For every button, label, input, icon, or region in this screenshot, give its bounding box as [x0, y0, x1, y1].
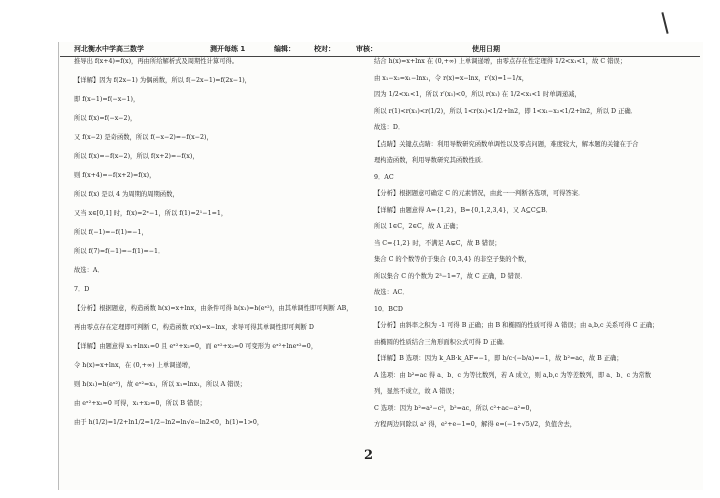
- text-line: 10．BCD: [374, 305, 403, 313]
- text-line: 【详解】B 选项：因为 k_AB·k_AF=−1，即 b/c·(−b/a)=−1，故 b²=ac，故 B 正确；: [374, 355, 623, 362]
- text-line: 理构造函数，利用导数研究其函数性质．: [374, 157, 488, 164]
- text-line: 7．D: [74, 286, 90, 293]
- text-line: 令 h(x)=x+lnx，在 (0,+∞) 上单调递增，: [74, 362, 195, 369]
- text-line: 故选：A．: [74, 267, 104, 274]
- text-line: 当 C={1,2} 时，不满足 A⊊C，故 B 错误；: [374, 239, 501, 247]
- text-line: 又当 x∈[0,1] 时，f(x)=2ˣ−1，所以 f(1)=2¹−1=1，: [74, 210, 228, 217]
- text-line: 所以 f(−1)=−f(1)=−1，: [74, 229, 148, 236]
- text-line: 故选：AC．: [374, 289, 409, 296]
- header-editor: 编辑：: [274, 45, 295, 53]
- text-line: 所以 1∈C，2∈C，故 A 正确；: [374, 223, 462, 230]
- text-line: 【点睛】关键点点睛：利用导数研究函数单调性以及零点问题，难度较大，解本题的关键在于合: [374, 140, 639, 148]
- text-line: 【分析】由斜率之积为 -1 可得 B 正确；由 B 和椭圆的性质可得 A 错误；由 a,b,c 关系可得 C 正确；: [374, 322, 659, 329]
- text-line: 则 f(x+4)=−f(x+2)=f(x)，: [74, 172, 156, 179]
- text-line: 【分析】根据题意可确定 C 的元素情况，由此一一判断各选项，可得答案．: [374, 190, 585, 197]
- text-line: 即 f(x−1)=f(−x−1)，: [74, 96, 140, 103]
- text-line: A 选项：由 b²=ac 得 a、b、c 为等比数列，若 A 成立，则 a,b,c 为等差数列，即 a、b、c 为常数: [374, 371, 652, 379]
- text-line: 由于 h(1/2)=1/2+ln1/2=1/2−ln2=ln√e−ln2<0，h(1)=1>0，: [74, 419, 264, 426]
- text-line: 推导出 f(x+4)=f(x)，再由所给解析式及周期性计算可得。: [74, 58, 239, 65]
- text-line: 所以 r(1)<r(x₁)<r(1/2)，所以 1<r(x₁)<1/2+ln2，即 1<x₁−x₂<1/2+ln2，所以 D 正确．: [374, 107, 637, 115]
- text-line: 由 eˣ²+x₂=0 可得，x₁+x₂=0，所以 B 错误；: [74, 400, 206, 407]
- text-line: 所以集合 C 的个数为 2³−1=7，故 C 正确，D 错误．: [374, 272, 527, 280]
- text-line: 【分析】根据题意，构造函数 h(x)=x+lnx，由条件可得 h(x₁)=h(eˣ²)，由其单调性即可判断 AB，: [74, 305, 353, 312]
- text-line: 由 x₁−x₂=x₁−lnx₁，令 r(x)=x−lnx，r′(x)=1−1/x，: [374, 74, 529, 82]
- text-line: 则 h(x₁)=h(eˣ²)，故 eˣ²=x₁，所以 x₁=lnx₁，所以 A 错误；: [74, 381, 247, 388]
- text-line: 故选：D．: [374, 124, 405, 131]
- header-approver: 审核：: [356, 45, 377, 53]
- text-line: 结合 h(x)=x+lnx 在 (0,+∞) 上单调递增，由零点存在性定理得 1/2<x₁<1，故 C 错误；: [374, 58, 627, 65]
- text-line: 由椭圆的性质结合三角形面积公式可得 D 正确．: [374, 338, 509, 346]
- text-line: 所以 f(7)=f(−1)=−f(1)=−1．: [74, 248, 165, 255]
- header-date: 使用日期: [472, 45, 500, 53]
- text-line: 方程两边同除以 a² 得，e²+e−1=0，解得 e=(−1+√5)/2，负值舍去，: [374, 421, 577, 428]
- text-line: 【详解】因为 f(2x−1) 为偶函数，所以 f(−2x−1)=f(2x−1)，: [74, 77, 251, 84]
- text-line: 列，显然不成立，故 A 错误；: [374, 388, 459, 395]
- text-line: 再由零点存在定理即可判断 C，构造函数 r(x)=x−lnx，求导可得其单调性即可判断 D: [74, 324, 314, 331]
- text-line: 集合 C 的个数等价于集合 {0,3,4} 的非空子集的个数，: [374, 256, 531, 263]
- text-line: 【详解】由题意得 A={1,2}，B={0,1,2,3,4}，又 A⊆C⊆B．: [374, 206, 552, 214]
- page-number: 2: [364, 448, 374, 463]
- text-line: 所以 f(x)=f(−x−2)，: [74, 115, 137, 122]
- text-line: 因为 1/2<x₁<1，所以 r′(x₁)<0，所以 r(x₁) 在 1/2<x₁<1 时单调递减，: [374, 91, 581, 98]
- pen-mark: [661, 12, 668, 34]
- header-unit: 测开每练 1: [210, 45, 246, 53]
- text-line: 所以 f(x)=−f(x−2)，所以 f(x+2)=−f(x)，: [74, 153, 199, 160]
- text-line: 9．AC: [374, 173, 394, 181]
- header-reviewer: 校对：: [314, 45, 335, 53]
- text-line: C 选项：因为 b²=a²−c²，b²=ac，所以 c²+ac−a²=0，: [374, 404, 536, 412]
- header-school: 河北衡水中学高三数学: [74, 45, 144, 53]
- text-line: 所以 f(x) 是以 4 为周期的周期函数，: [74, 191, 179, 198]
- text-line: 【详解】由题意得 x₁+lnx₁=0 且 eˣ²+x₂=0，而 eˣ²+x₂=0 可变形为 eˣ²+lneˣ²=0，: [74, 343, 318, 350]
- text-line: 又 f(x−2) 是奇函数，所以 f(−x−2)=−f(x−2)，: [74, 134, 213, 141]
- page-shadow: [8, 40, 48, 480]
- page-header: [60, 42, 700, 57]
